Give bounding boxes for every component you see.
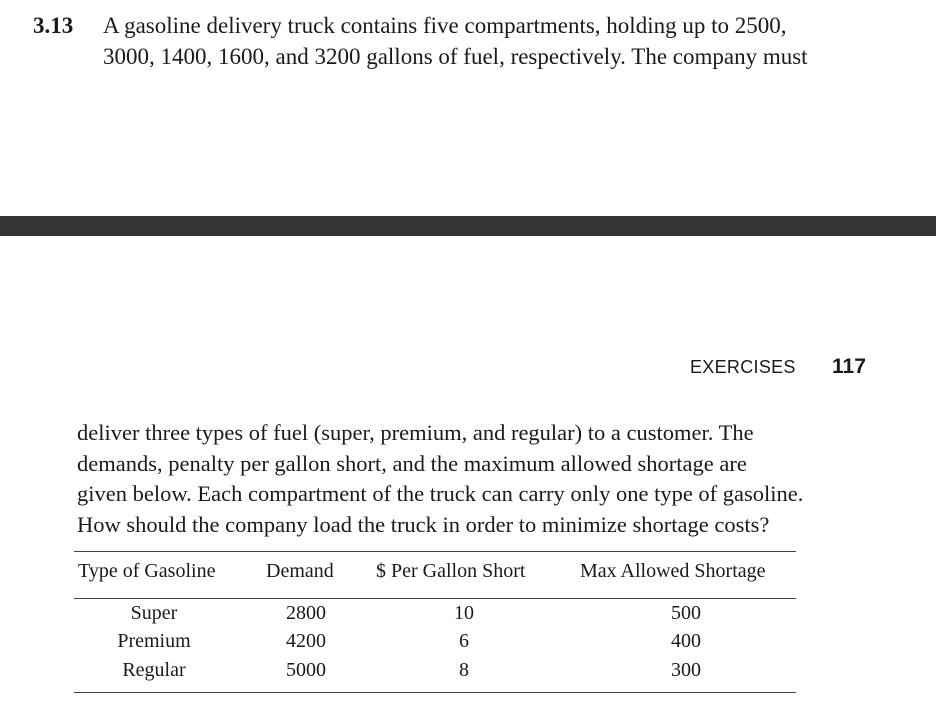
table-header-penalty: $ Per Gallon Short (376, 560, 526, 582)
cell-max-shortage: 500 (671, 602, 701, 624)
page-divider-bar (0, 216, 936, 236)
cell-penalty: 10 (454, 602, 474, 624)
cell-type: Super (130, 602, 178, 624)
cell-max-shortage: 400 (671, 630, 701, 652)
section-title: EXERCISES (690, 357, 796, 377)
cell-penalty: 8 (459, 659, 469, 681)
table-row (74, 659, 796, 687)
cell-penalty: 6 (459, 630, 469, 652)
table-bottom-rule (74, 692, 796, 693)
table-row (74, 630, 796, 658)
paragraph-line: How should the company load the truck in order to minimize shortage costs? (77, 511, 770, 537)
cell-demand: 4200 (286, 630, 326, 652)
table-header-rule (74, 598, 796, 599)
problem-line: A gasoline delivery truck contains five compartments, holding up to 2500, (103, 13, 787, 38)
table-header-max-shortage: Max Allowed Shortage (580, 560, 766, 582)
paragraph-line: deliver three types of fuel (super, premium, and regular) to a customer. The (77, 420, 754, 445)
problem-line: 3000, 1400, 1600, and 3200 gallons of fuel, respectively. The company must (103, 44, 808, 69)
cell-max-shortage: 300 (671, 659, 701, 681)
problem-number: 3.13 (33, 13, 74, 38)
cell-demand: 2800 (286, 602, 326, 624)
table-top-rule (74, 551, 796, 552)
table-header-demand: Demand (266, 560, 334, 582)
running-head (0, 355, 936, 379)
cell-type: Regular (122, 659, 186, 681)
cell-type: Premium (117, 630, 191, 652)
table-row (74, 602, 796, 630)
problem-statement (103, 10, 913, 72)
cell-demand: 5000 (286, 659, 326, 681)
body-paragraph (77, 418, 871, 540)
paragraph-line: demands, penalty per gallon short, and the maximum allowed shortage are (77, 450, 747, 476)
paragraph-line: given below. Each compartment of the truck can carry only one type of gasoline. (77, 481, 804, 506)
page-number: 117 (832, 355, 866, 378)
table-header-type: Type of Gasoline (78, 560, 216, 582)
